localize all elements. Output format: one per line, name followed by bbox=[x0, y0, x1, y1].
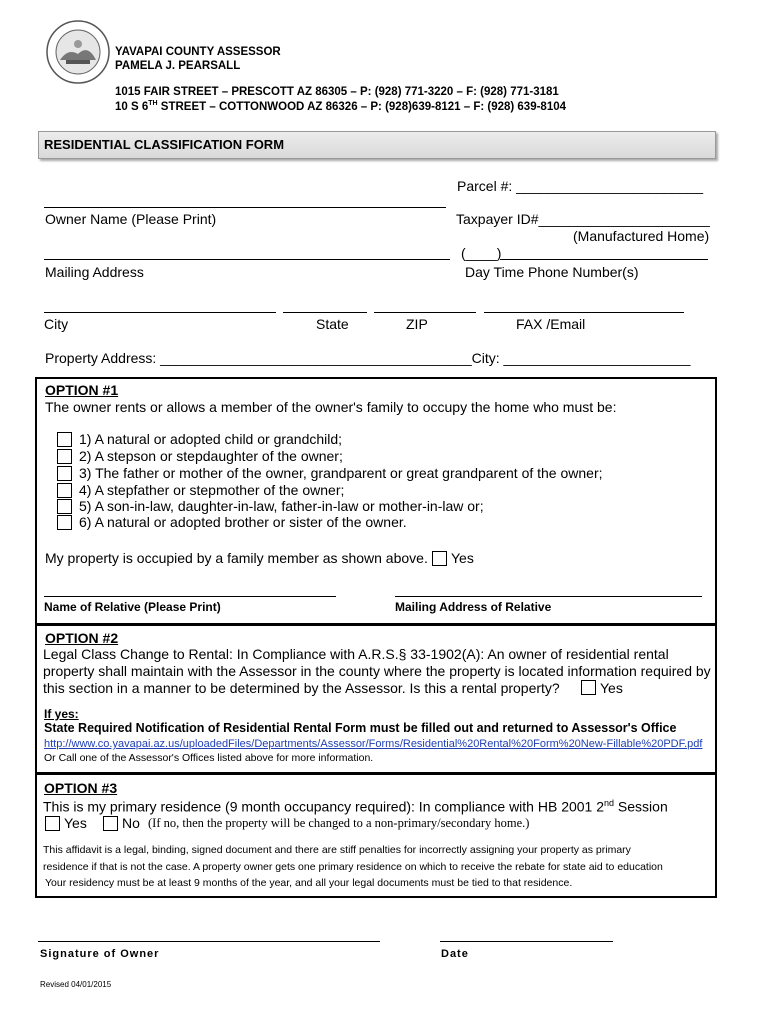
option1-item-1: 1) A natural or adopted child or grandchild; bbox=[79, 431, 343, 447]
manufactured-home-label: (Manufactured Home) bbox=[573, 228, 710, 244]
form-title: RESIDENTIAL CLASSIFICATION FORM bbox=[44, 137, 285, 152]
zip-line[interactable] bbox=[374, 312, 476, 313]
if-yes-label: If yes: bbox=[44, 707, 79, 721]
relative-address-line[interactable] bbox=[395, 596, 702, 597]
rental-yes-label: Yes bbox=[600, 680, 623, 696]
option1-item-4: 4) A stepfather or stepmother of the owner; bbox=[79, 482, 345, 498]
signature-line[interactable] bbox=[38, 941, 380, 942]
option2-line-3: this section in a manner to be determined by the Assessor. Is this a rental property? bbox=[43, 680, 560, 696]
date-label: Date bbox=[441, 948, 469, 960]
occupied-yes-label: Yes bbox=[451, 550, 474, 566]
state-label: State bbox=[316, 316, 349, 332]
cottonwood-address: 10 S 6TH STREET – COTTONWOOD AZ 86326 – P: (928)639-8121 – F: (928) 639-8104 bbox=[115, 100, 567, 113]
option1-item-2: 2) A stepson or stepdaughter of the owner; bbox=[79, 448, 343, 464]
zip-label: ZIP bbox=[406, 316, 428, 332]
fax-email-label: FAX /Email bbox=[516, 316, 586, 332]
revised-date: Revised 04/01/2015 bbox=[40, 980, 112, 989]
option1-checkbox-3[interactable] bbox=[57, 466, 72, 481]
option3-title: OPTION #3 bbox=[44, 780, 118, 796]
fax-email-line[interactable] bbox=[484, 312, 684, 313]
occupied-yes-checkbox[interactable] bbox=[432, 551, 447, 566]
relative-name-line[interactable] bbox=[44, 596, 336, 597]
mailing-address-label: Mailing Address bbox=[45, 264, 144, 280]
affidavit-line-3: Your residency must be at least 9 months of the year, and all your legal documents must be tied to that residence. bbox=[45, 877, 573, 889]
signature-label: Signature of Owner bbox=[40, 948, 160, 960]
relative-name-label: Name of Relative (Please Print) bbox=[44, 600, 221, 614]
city-line[interactable] bbox=[44, 312, 276, 313]
parcel-field[interactable]: Parcel #: ________________________ bbox=[457, 178, 704, 194]
phone-line[interactable] bbox=[500, 259, 708, 260]
option1-checkbox-6[interactable] bbox=[57, 515, 72, 530]
option3-line-1: This is my primary residence (9 month occupancy required): In compliance with HB 2001 2nd Session bbox=[43, 798, 668, 815]
mailing-address-line[interactable] bbox=[44, 259, 450, 260]
option1-title: OPTION #1 bbox=[45, 382, 119, 398]
option1-item-5: 5) A son-in-law, daughter-in-law, father-in-law or mother-in-law or; bbox=[79, 498, 484, 514]
primary-yes-checkbox[interactable] bbox=[45, 816, 60, 831]
office-name: YAVAPAI COUNTY ASSESSOR bbox=[115, 46, 281, 58]
option2-title: OPTION #2 bbox=[45, 630, 119, 646]
call-office-note: Or Call one of the Assessor's Offices listed above for more information. bbox=[44, 752, 374, 764]
primary-no-note: (If no, then the property will be changed to a non-primary/secondary home.) bbox=[148, 816, 530, 830]
assessor-name: PAMELA J. PEARSALL bbox=[115, 60, 241, 72]
rental-form-link[interactable]: http://www.co.yavapai.az.us/uploadedFiles/Departments/Assessor/Forms/Residential%20Rental%20Form%20New-Fillable%20PDF.pdf bbox=[44, 738, 703, 750]
option2-line-1: Legal Class Change to Rental: In Compliance with A.R.S.§ 33-1902(A): An owner of residential rental bbox=[43, 646, 669, 662]
primary-no-checkbox[interactable] bbox=[103, 816, 118, 831]
option1-checkbox-1[interactable] bbox=[57, 432, 72, 447]
affidavit-line-2: residence if that is not the case. A property owner gets one primary residence on which to receive the rebate for state aid to education bbox=[43, 861, 663, 873]
option1-item-3: 3) The father or mother of the owner, grandparent or great grandparent of the owner; bbox=[79, 465, 603, 481]
county-seal-logo bbox=[46, 20, 110, 84]
owner-name-label: Owner Name (Please Print) bbox=[45, 211, 217, 227]
option1-checkbox-4[interactable] bbox=[57, 483, 72, 498]
day-phone-label: Day Time Phone Number(s) bbox=[465, 264, 639, 280]
form-title-band bbox=[38, 131, 716, 159]
owner-name-line[interactable] bbox=[44, 207, 446, 208]
date-line[interactable] bbox=[440, 941, 613, 942]
prescott-address: 1015 FAIR STREET – PRESCOTT AZ 86305 – P: (928) 771-3220 – F: (928) 771-3181 bbox=[115, 86, 559, 98]
primary-no-label: No bbox=[122, 815, 140, 831]
option1-item-6: 6) A natural or adopted brother or sister of the owner. bbox=[79, 514, 407, 530]
city-label: City bbox=[44, 316, 69, 332]
rental-yes-checkbox[interactable] bbox=[581, 680, 596, 695]
phone-area-code[interactable]: (____) bbox=[461, 245, 502, 261]
relative-address-label: Mailing Address of Relative bbox=[395, 600, 552, 614]
taxpayer-field[interactable]: Taxpayer ID#______________________ bbox=[456, 211, 710, 227]
option1-checkbox-5[interactable] bbox=[57, 499, 72, 514]
option2-line-2: property shall maintain with the Assessor in the county where the property is located information required by bbox=[43, 663, 711, 679]
property-address-field[interactable]: Property Address: ________________________________________City: ________________________ bbox=[45, 350, 691, 366]
option1-checkbox-2[interactable] bbox=[57, 449, 72, 464]
rental-notice: State Required Notification of Residential Rental Form must be filled out and returned to Assessor's Office bbox=[44, 721, 677, 735]
primary-yes-label: Yes bbox=[64, 815, 87, 831]
state-line[interactable] bbox=[283, 312, 367, 313]
affidavit-line-1: This affidavit is a legal, binding, signed document and there are stiff penalties for incorrectly assigning your property as primary bbox=[43, 844, 631, 856]
option1-intro: The owner rents or allows a member of the owner's family to occupy the home who must be: bbox=[45, 399, 617, 415]
occupied-statement: My property is occupied by a family member as shown above. bbox=[45, 550, 428, 566]
